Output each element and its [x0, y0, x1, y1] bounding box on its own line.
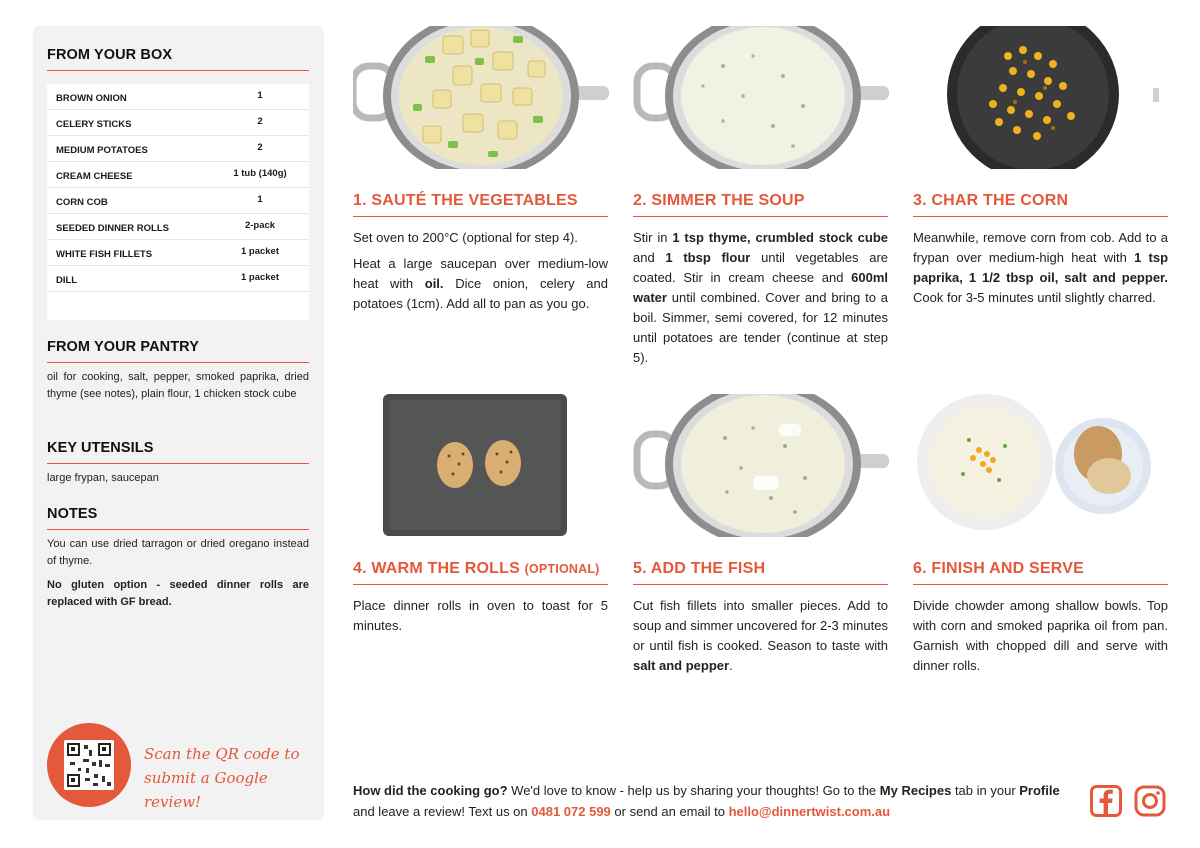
text-run: Heat a large saucepan over medium-low heat with — [353, 256, 608, 291]
ingredient-qty: 1 packet — [240, 272, 280, 283]
ingredient-qty: 2 — [257, 116, 263, 127]
ingredient-name: CELERY STICKS — [56, 119, 132, 130]
step-5-text — [633, 596, 888, 676]
saucepan-fish-photo — [633, 394, 889, 537]
email-link[interactable]: hello@dinnertwist.com.au — [728, 804, 891, 819]
divider — [47, 70, 309, 71]
baking-tray-rolls-photo — [353, 394, 609, 537]
step-4-optional-label: (OPTIONAL) — [524, 562, 600, 576]
step-4-title — [353, 560, 600, 578]
qr-module — [84, 745, 88, 749]
table-row — [47, 188, 309, 214]
step-1-text — [353, 254, 608, 314]
text-run: and — [633, 250, 666, 265]
divider — [913, 584, 1168, 585]
footer-question: How did the cooking go? — [353, 783, 508, 798]
ingredient-name: DILL — [56, 275, 78, 286]
text-run-bold: 600ml water — [633, 270, 888, 305]
qr-caption-line: submit a Google review! — [144, 769, 268, 811]
ingredient-qty: 2-pack — [244, 220, 276, 231]
qr-finder — [98, 743, 111, 756]
text-run-bold: oil. — [424, 276, 444, 291]
ingredient-qty: 1 packet — [240, 246, 280, 257]
instagram-icon[interactable] — [1134, 785, 1166, 817]
table-row — [47, 136, 309, 162]
utensils-text: large frypan, saucepan — [47, 472, 159, 484]
step-3-text — [913, 228, 1168, 308]
profile-link[interactable]: Profile — [1019, 783, 1060, 798]
saucepan-soup-photo — [633, 26, 889, 169]
text-run: Stir in — [633, 230, 673, 245]
notes-title: NOTES — [47, 506, 98, 522]
facebook-icon[interactable] — [1090, 785, 1122, 817]
ingredient-name: CREAM CHEESE — [56, 171, 133, 182]
text-run: until combined. Cover and bring to a boil. Simmer, semi covered, for 12 minutes until potatoes are tender (continue at step 5). — [633, 290, 888, 365]
qr-module — [78, 768, 81, 771]
text-run: tab in your — [951, 783, 1020, 798]
ingredient-qty: 1 — [257, 194, 263, 205]
divider — [47, 362, 309, 363]
text-run-bold: 1 tsp paprika, 1 1/2 tbsp oil, salt and pepper. — [913, 250, 1169, 285]
step-3-title: 3. CHAR THE CORN — [913, 192, 1069, 209]
text-run: until vegetables are coated. Stir in cream cheese and — [633, 250, 889, 285]
text-run: . — [729, 658, 733, 673]
step-4-body — [353, 596, 608, 642]
step-6-title: 6. FINISH AND SERVE — [913, 560, 1084, 577]
table-row — [47, 214, 309, 240]
divider — [633, 584, 888, 585]
qr-module — [102, 776, 105, 782]
step-1-text: Set oven to 200°C (optional for step 4). — [353, 230, 578, 245]
ingredient-name: BROWN ONION — [56, 93, 127, 104]
qr-code[interactable] — [64, 740, 114, 790]
notes-text: You can use dried tarragon or dried oregano instead of thyme. — [47, 538, 309, 567]
ingredient-name: CORN COB — [56, 197, 108, 208]
text-run: Meanwhile, remove corn from cob. Add to a frypan over medium-high heat with — [913, 230, 1168, 265]
divider — [913, 216, 1168, 217]
divider — [353, 216, 608, 217]
qr-module — [86, 768, 89, 773]
utensils-title: KEY UTENSILS — [47, 440, 154, 456]
qr-module — [107, 782, 111, 786]
text-run-bold: salt and pepper — [633, 658, 730, 673]
qr-module — [105, 764, 110, 767]
qr-module — [92, 762, 96, 766]
text-run: and leave a review! Text us on — [353, 804, 532, 819]
ingredient-qty: 2 — [257, 142, 263, 153]
step-6-text: Divide chowder among shallow bowls. Top with corn and smoked paprika oil from pan. Garnish with chopped dill and serve with dinner rolls. — [913, 598, 1168, 673]
step-1-title: 1. SAUTÉ THE VEGETABLES — [353, 192, 578, 209]
qr-caption — [144, 742, 314, 814]
step-2-title: 2. SIMMER THE SOUP — [633, 192, 805, 209]
table-row — [47, 84, 309, 110]
text-run: or send an email to — [610, 804, 729, 819]
notes-gluten-text: No gluten option - seeded dinner rolls are replaced with GF bread. — [47, 579, 309, 608]
ingredient-name: MEDIUM POTATOES — [56, 145, 148, 156]
step-2-body — [633, 228, 888, 374]
table-row — [47, 240, 309, 266]
text-run: Cut fish fillets into smaller pieces. Add to soup and simmer uncovered for 2-3 minutes or until fish is cooked. Season to taste with — [633, 598, 888, 653]
ingredients-sidebar — [33, 26, 324, 820]
qr-module — [94, 774, 98, 778]
bowl-chowder-photo — [913, 394, 1169, 537]
my-recipes-link[interactable]: My Recipes — [879, 783, 952, 798]
table-row — [47, 110, 309, 136]
qr-module — [93, 783, 98, 786]
step-1-body — [353, 228, 608, 320]
text-run-bold: 1 tbsp flour — [665, 250, 751, 265]
feedback-footer — [353, 780, 1073, 822]
text-run-bold: 1 tsp thyme, crumbled stock cube — [672, 230, 888, 245]
step-6-body — [913, 596, 1168, 682]
qr-module — [89, 750, 92, 756]
qr-finder — [67, 774, 80, 787]
ingredient-qty: 1 tub (140g) — [233, 168, 287, 179]
step-2-text — [633, 228, 888, 368]
pantry-text: oil for cooking, salt, pepper, smoked paprika, dried thyme (see notes), plain flour, 1 chicken stock cube — [47, 371, 309, 400]
table-row — [47, 266, 309, 292]
qr-caption-line: Scan the QR code to — [144, 745, 300, 763]
text-run: We'd love to know - help us by sharing your thoughts! Go to the — [507, 783, 880, 798]
ingredient-name: WHITE FISH FILLETS — [56, 249, 153, 260]
saucepan-vegetables-photo — [353, 26, 609, 169]
step-5-body — [633, 596, 888, 682]
from-box-title: FROM YOUR BOX — [47, 47, 173, 63]
qr-code-badge[interactable] — [47, 723, 131, 807]
pantry-title: FROM YOUR PANTRY — [47, 339, 199, 355]
table-row — [47, 162, 309, 188]
qr-module — [85, 778, 90, 781]
qr-finder — [67, 743, 80, 756]
text-run: Cook for 3-5 minutes until slightly charred. — [913, 290, 1156, 305]
ingredient-qty: 1 — [257, 90, 263, 101]
divider — [47, 463, 309, 464]
divider — [353, 584, 608, 585]
divider — [633, 216, 888, 217]
phone-link[interactable]: 0481 072 599 — [531, 804, 611, 819]
ingredient-name: SEEDED DINNER ROLLS — [56, 223, 169, 234]
ingredients-table — [47, 84, 309, 320]
qr-module — [70, 762, 75, 765]
step-4-text: Place dinner rolls in oven to toast for 5 minutes. — [353, 598, 608, 633]
qr-module — [99, 760, 102, 767]
divider — [47, 529, 309, 530]
step-3-body — [913, 228, 1168, 314]
step-4-title-text: 4. WARM THE ROLLS — [353, 560, 520, 577]
qr-module — [83, 759, 89, 762]
step-5-title: 5. ADD THE FISH — [633, 560, 766, 577]
frypan-corn-photo — [913, 26, 1169, 169]
text-run: Dice onion, celery and potatoes (1cm). Add all to pan as you go. — [353, 276, 608, 311]
